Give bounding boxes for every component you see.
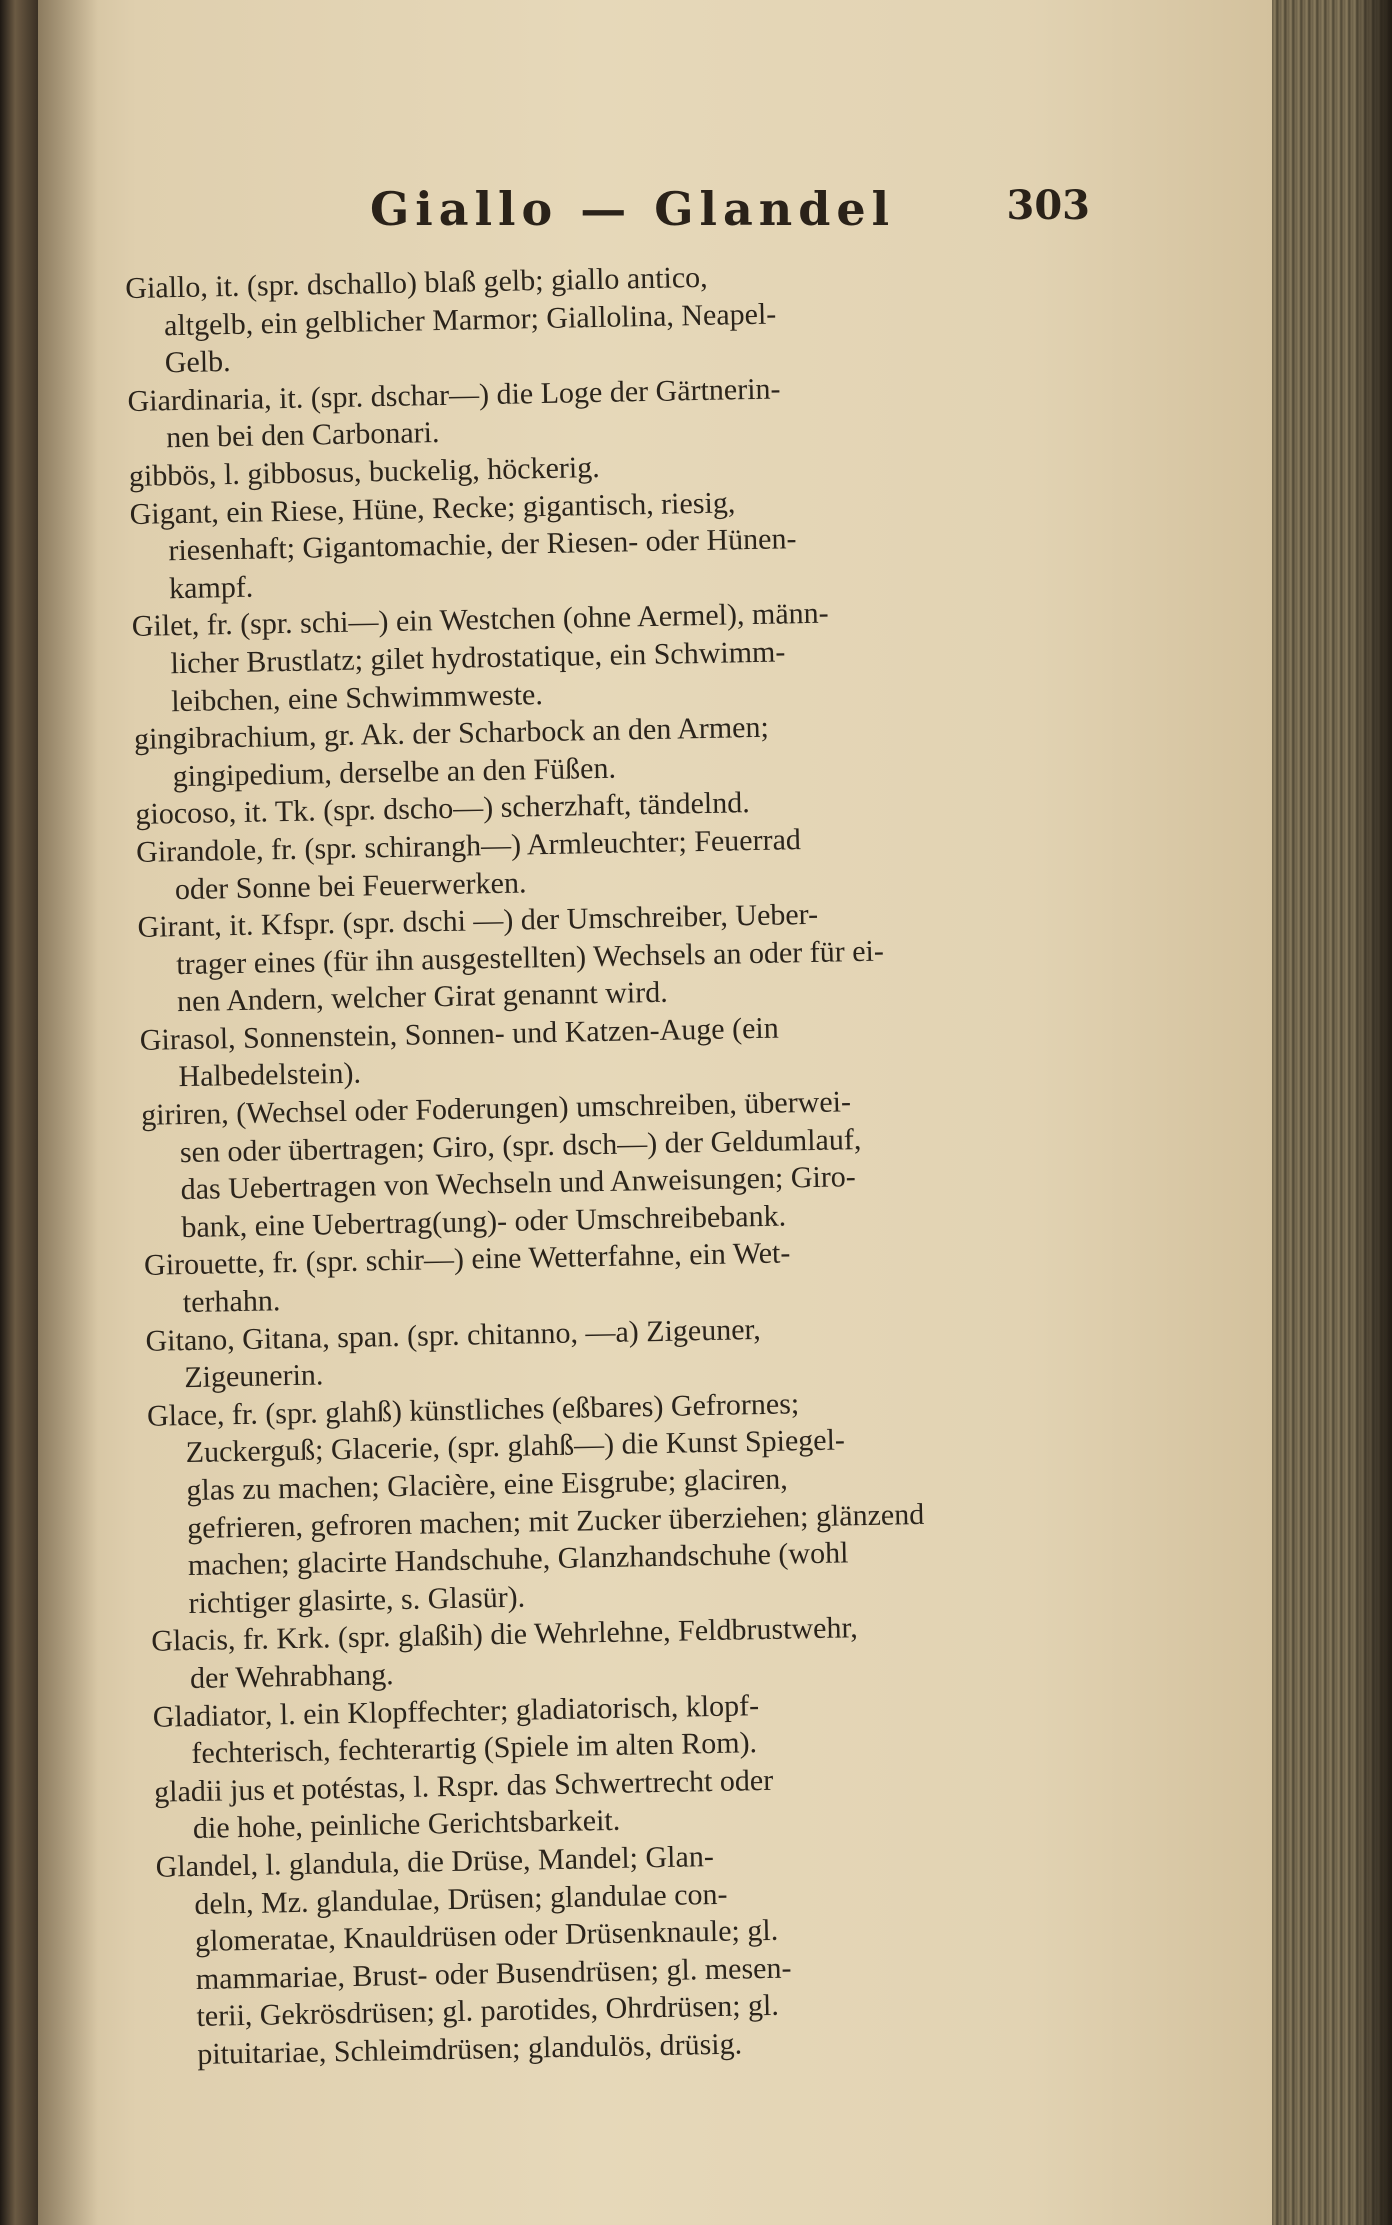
page-header	[330, 182, 1130, 252]
gutter-shadow	[38, 0, 98, 2225]
text-line: Zuckerguß; Glacerie, (spr. glahß—) die Kunst Spiegel-	[185, 1423, 846, 1470]
running-head: Giallo — Glandel	[370, 182, 896, 236]
text-line: pituitariae, Schleimdrüsen; glandulös, drüsig.	[196, 2027, 743, 2071]
text-line: gladii jus et potéstas, l. Rspr. das Schwertrecht oder	[153, 1763, 774, 1809]
text-line: der Wehrabhang.	[189, 1658, 394, 1695]
text-line: sen oder übertragen; Giro, (spr. dsch—) der Geldumlauf,	[179, 1122, 862, 1169]
text-line: altgelb, ein gelblicher Marmor; Giallolina, Neapel-	[163, 297, 777, 342]
text-line: Giardinaria, it. (spr. dschar—) die Loge der Gärtnerin-	[127, 372, 781, 418]
text-line: giocoso, it. Tk. (spr. dscho—) scherzhaft, tändelnd.	[135, 786, 750, 832]
text-line: gibbös, l. gibbosus, buckelig, höckerig.	[128, 450, 600, 493]
text-line: giriren, (Wechsel oder Foderungen) umschreiben, überwei-	[140, 1085, 852, 1132]
text-line: das Uebertragen von Wechseln und Anweisungen; Giro-	[180, 1160, 857, 1207]
text-line: nen Andern, welcher Girat genannt wird.	[176, 976, 668, 1019]
text-line: nen bei den Carbonari.	[165, 416, 440, 455]
text-line: Glandel, l. glandula, die Drüse, Mandel; Glan-	[155, 1839, 715, 1884]
text-line: richtiger glasirte, s. Glasür).	[188, 1580, 526, 1620]
text-line: fechterisch, fechterartig (Spiele im alten Rom).	[191, 1726, 758, 1771]
text-line: glomeratae, Knauldrüsen oder Drüsenknaule; gl.	[194, 1913, 779, 1959]
text-line: Glacis, fr. Krk. (spr. glaßih) die Wehrlehne, Feldbrustwehr,	[151, 1611, 859, 1659]
text-line: die hohe, peinliche Gerichtsbarkeit.	[192, 1804, 621, 1846]
text-line: trager eines (für ihn ausgestellten) Wechsels an oder für ei-	[176, 934, 885, 981]
text-line: oder Sonne bei Feuerwerken.	[174, 865, 527, 906]
text-line: Gladiator, l. ein Klopffechter; gladiatorisch, klopf-	[152, 1688, 760, 1734]
text-line: Halbedelstein).	[178, 1057, 362, 1094]
text-line: deln, Mz. glandulae, Drüsen; glandulae con-	[194, 1877, 728, 1921]
text-line: Giallo, it. (spr. dschallo) blaß gelb; giallo antico,	[125, 260, 708, 305]
text-line: kampf.	[168, 570, 254, 605]
text-line: terii, Gekrösdrüsen; gl. parotides, Ohrdrüsen; gl.	[196, 1989, 780, 2034]
text-line: Gitano, Gitana, span. (spr. chitanno, —a) Zigeuner,	[145, 1312, 762, 1358]
text-line: mammariae, Brust- oder Busendrüsen; gl. mesen-	[195, 1951, 792, 1996]
text-line: Girasol, Sonnenstein, Sonnen- und Katzen-Auge (ein	[139, 1011, 780, 1057]
text-line: terhahn.	[182, 1284, 281, 1320]
text-line: Girouette, fr. (spr. schir—) eine Wetterfahne, ein Wet-	[143, 1236, 791, 1283]
text-line: machen; glacirte Handschuhe, Glanzhandschuhe (wohl	[187, 1536, 849, 1583]
text-line: bank, eine Uebertrag(ung)- oder Umschreibebank.	[181, 1199, 787, 1244]
text-line: Gilet, fr. (spr. schi—) ein Westchen (ohne Aermel), männ-	[131, 596, 829, 644]
text-line: Glace, fr. (spr. glahß) künstliches (eßbares) Gefrornes;	[146, 1387, 800, 1433]
text-line: Girant, it. Kfspr. (spr. dschi —) der Umschreiber, Ueber-	[137, 897, 819, 944]
text-line: Girandole, fr. (spr. schirangh—) Armleuchter; Feuerrad	[135, 823, 802, 869]
text-line: Zigeunerin.	[183, 1358, 324, 1395]
page-stack-edges	[1272, 0, 1392, 2225]
text-line: Gigant, ein Riese, Hüne, Recke; gigantisch, riesig,	[129, 485, 736, 531]
dictionary-text-block	[125, 251, 1159, 2074]
text-line: Gelb.	[164, 345, 231, 380]
text-line: glas zu machen; Glacière, eine Eisgrube; glaciren,	[186, 1462, 789, 1508]
text-line: licher Brustlatz; gilet hydrostatique, ein Schwimm-	[170, 635, 786, 681]
page-number: 303	[1006, 182, 1090, 229]
text-line: leibchen, eine Schwimmweste.	[170, 677, 544, 718]
text-line: riesenhaft; Gigantomachie, der Riesen- oder Hünen-	[168, 522, 797, 568]
text-line: gingipedium, derselbe an den Füßen.	[172, 751, 617, 793]
book-left-edge	[0, 0, 38, 2225]
text-line: gefrieren, gefroren machen; mit Zucker überziehen; glänzend	[186, 1497, 925, 1545]
text-line: gingibrachium, gr. Ak. der Scharbock an den Armen;	[133, 710, 770, 757]
